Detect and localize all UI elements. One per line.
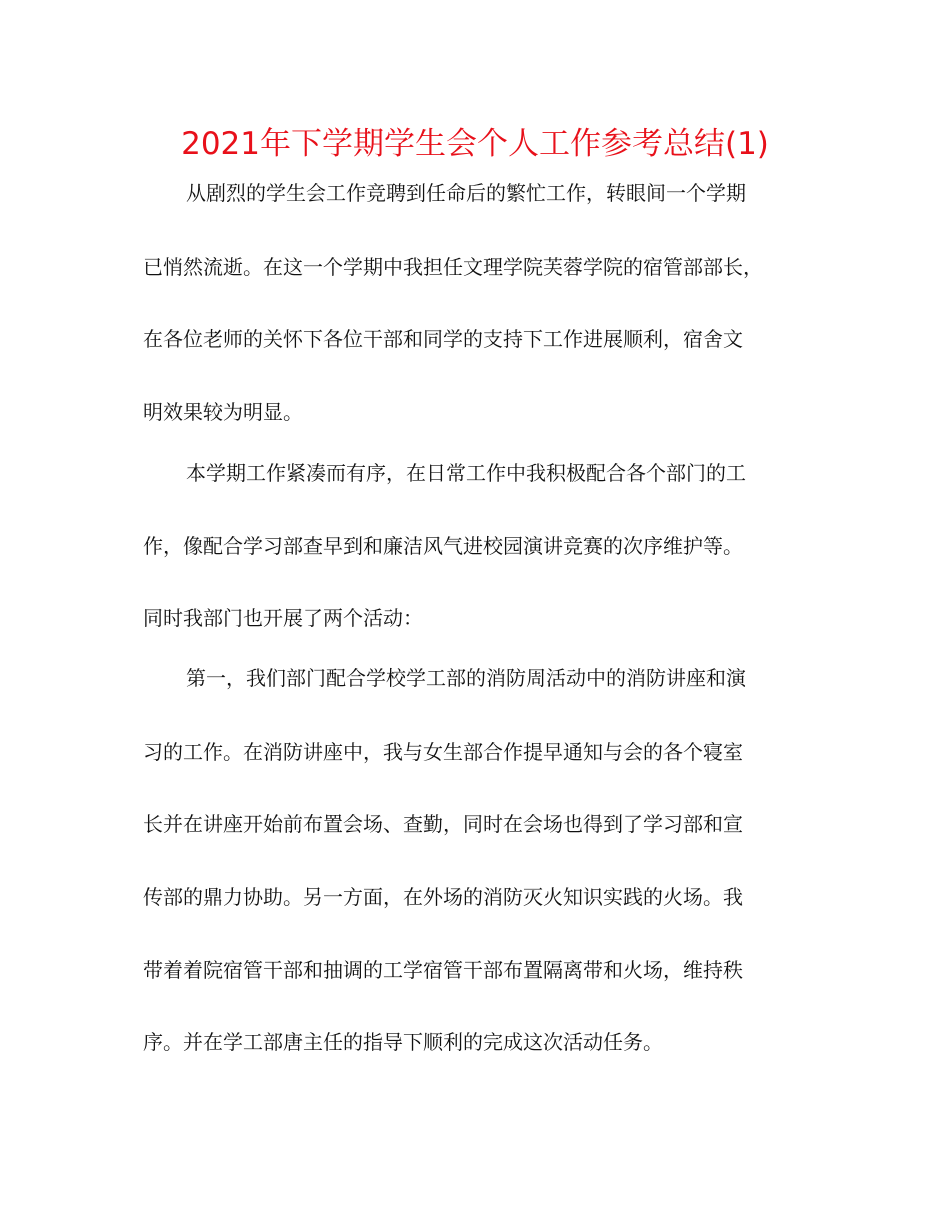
paragraph-3-line-1: 第一，我们部门配合学校学工部的消防周活动中的消防讲座和演 xyxy=(186,666,746,690)
paragraph-1-line-4: 明效果较为明显。 xyxy=(143,400,303,424)
paragraph-3-line-3: 长并在讲座开始前布置会场、查勤，同时在会场也得到了学习部和宣 xyxy=(143,812,743,836)
paragraph-3-line-4: 传部的鼎力协助。另一方面，在外场的消防灭火知识实践的火场。我 xyxy=(143,885,743,909)
paragraph-2-line-2: 作，像配合学习部查早到和廉洁风气进校园演讲竞赛的次序维护等。 xyxy=(143,534,743,558)
paragraph-3-line-6: 序。并在学工部唐主任的指导下顺利的完成这次活动任务。 xyxy=(143,1030,663,1054)
paragraph-1-line-3: 在各位老师的关怀下各位干部和同学的支持下工作进展顺利，宿舍文 xyxy=(143,327,743,351)
paragraph-2-line-1: 本学期工作紧凑而有序，在日常工作中我积极配合各个部门的工 xyxy=(186,461,746,485)
paragraph-3-line-2: 习的工作。在消防讲座中，我与女生部合作提早通知与会的各个寝室 xyxy=(143,740,743,764)
paragraph-1-line-1: 从剧烈的学生会工作竞聘到任命后的繁忙工作，转眼间一个学期 xyxy=(186,181,746,205)
paragraph-1-line-2: 已悄然流逝。在这一个学期中我担任文理学院芙蓉学院的宿管部部长， xyxy=(143,255,763,279)
paragraph-3-line-5: 带着着院宿管干部和抽调的工学宿管干部布置隔离带和火场，维持秩 xyxy=(143,958,743,982)
document-title: 2021年下学期学生会个人工作参考总结(1) xyxy=(181,126,769,162)
paragraph-2-line-3: 同时我部门也开展了两个活动： xyxy=(143,606,423,630)
